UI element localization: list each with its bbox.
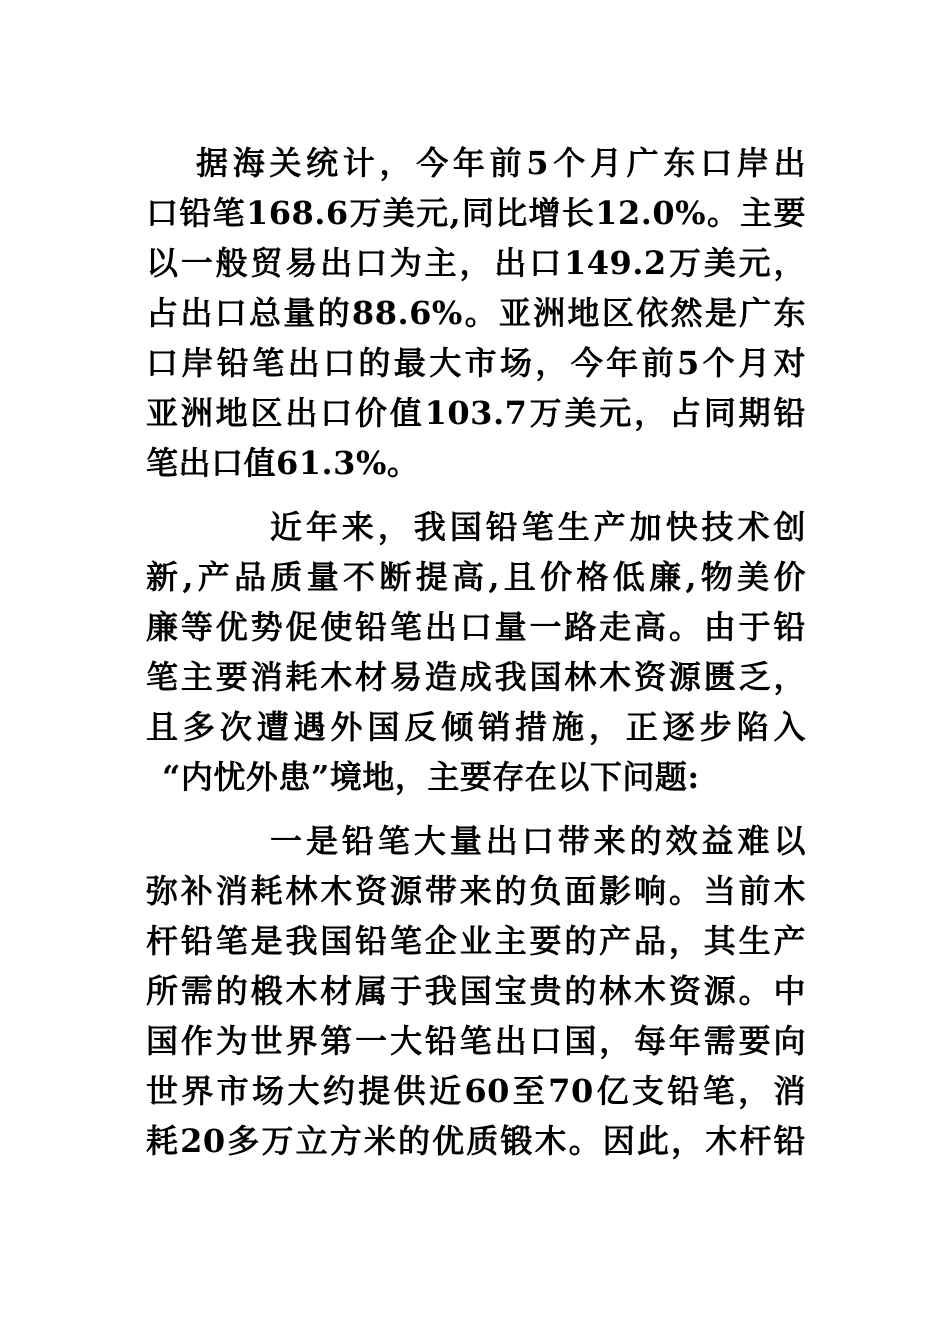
- paragraph-export-statistics: [146, 138, 806, 488]
- text-line: 新,产品质量不断提高,且价格低廉,物美价: [146, 558, 806, 596]
- text-line: 亚洲地区出口价值103.7万美元，占同期铅: [146, 394, 806, 432]
- text-line: 近年来，我国铅笔生产加快技术创: [270, 508, 806, 546]
- text-line: 口岸铅笔出口的最大市场，今年前5个月对: [146, 344, 806, 382]
- text-line: 国作为世界第一大铅笔出口国，每年需要向: [146, 1022, 806, 1060]
- text-line: 笔主要消耗木材易造成我国林木资源匮乏，: [146, 658, 806, 696]
- text-line: 口铅笔168.6万美元,同比增长12.0%。主要: [146, 194, 806, 232]
- text-line: 据海关统计，今年前5个月广东口岸出: [196, 144, 806, 182]
- text-line: 世界市场大约提供近60至70亿支铅笔，消: [146, 1072, 806, 1110]
- text-line: 笔出口值61.3%。: [146, 444, 420, 482]
- paragraph-recent-years: [146, 502, 806, 802]
- text-line: 廉等优势促使铅笔出口量一路走高。由于铅: [146, 608, 806, 646]
- text-line: 耗20多万立方米的优质锻木。因此，木杆铅: [146, 1122, 806, 1160]
- text-line: 一是铅笔大量出口带来的效益难以: [270, 822, 806, 860]
- text-line: 弥补消耗林木资源带来的负面影响。当前木: [146, 872, 806, 910]
- text-line: 所需的椴木材属于我国宝贵的林木资源。中: [146, 972, 806, 1010]
- body-text: [146, 138, 806, 1180]
- text-line: “内忧外患”境地，主要存在以下问题:: [162, 758, 700, 796]
- text-line: 杆铅笔是我国铅笔企业主要的产品，其生产: [146, 922, 806, 960]
- paragraph-problem-one: [146, 816, 806, 1166]
- text-line: 且多次遭遇外国反倾销措施，正逐步陷入: [146, 708, 806, 746]
- text-line: 占出口总量的88.6%。亚洲地区依然是广东: [146, 294, 806, 332]
- text-line: 以一般贸易出口为主，出口149.2万美元，: [146, 244, 806, 282]
